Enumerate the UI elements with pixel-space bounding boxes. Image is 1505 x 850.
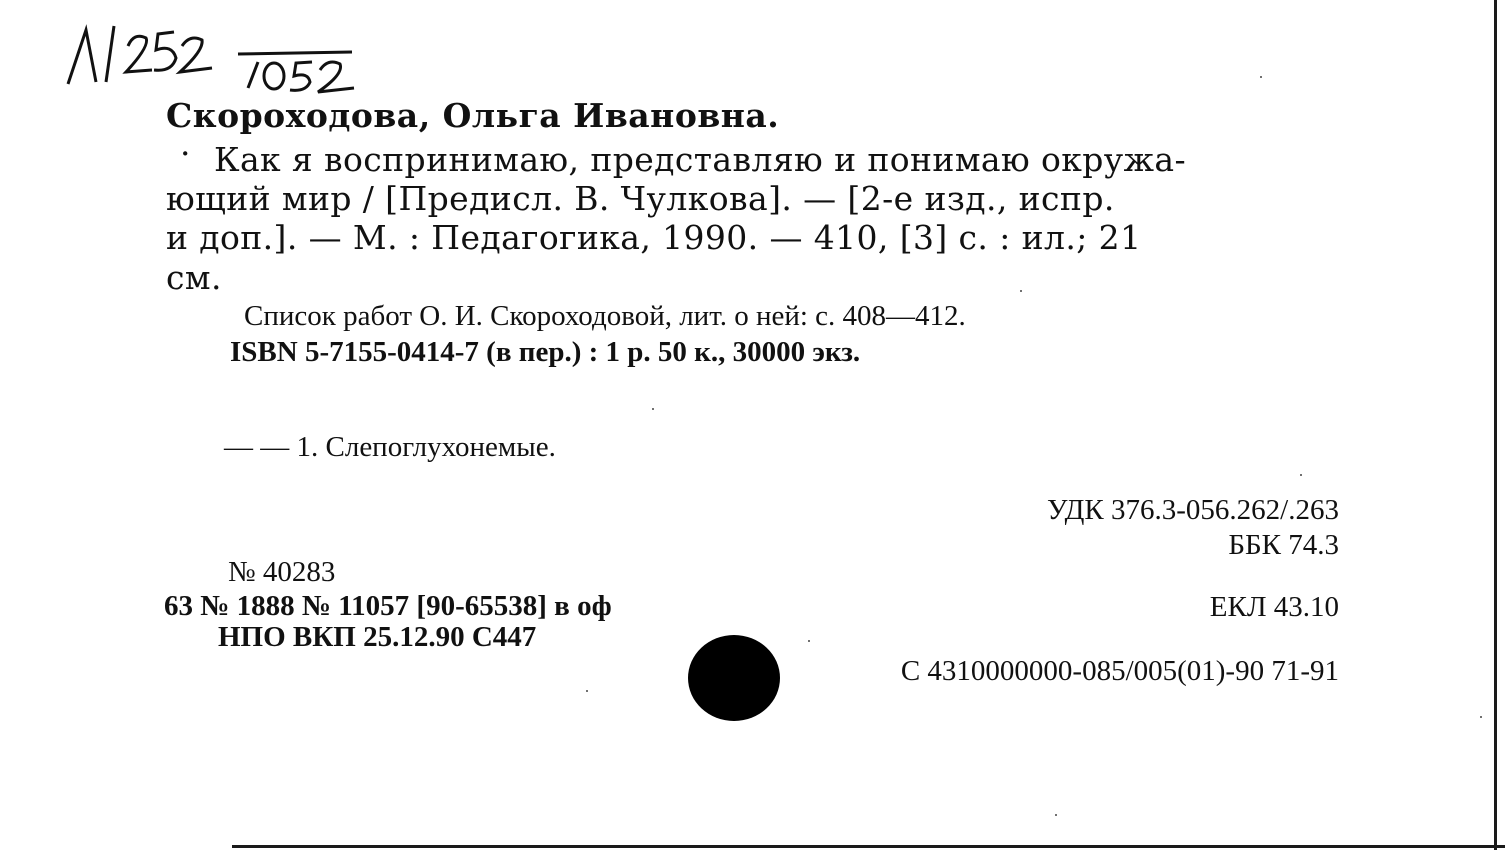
- title-line-3: и доп.]. — М. : Педагогика, 1990. — 410, [3] с. : ил.; 21: [166, 218, 1142, 257]
- speck: [808, 640, 810, 642]
- subject-heading: — — 1. Слепоглухонемые.: [224, 431, 556, 463]
- speck: [586, 690, 588, 692]
- ekl-index: ЕКЛ 43.10: [1209, 591, 1339, 623]
- handwritten-shelf-mark: [62, 12, 362, 94]
- author-heading: Скороходова, Ольга Ивановна.: [166, 96, 780, 135]
- card-right-border: [1494, 0, 1497, 850]
- udk-index: УДК 376.3-056.262/.263: [1047, 494, 1339, 526]
- title-line-2: ющий мир / [Предисл. В. Чулкова]. — [2-е изд., испр.: [166, 179, 1115, 218]
- title-line-4: см.: [166, 258, 222, 297]
- bibliography-note: Список работ О. И. Скороходовой, лит. о ней: с. 408—412.: [244, 300, 966, 332]
- speck: [1300, 474, 1302, 476]
- speck: [1260, 76, 1262, 78]
- speck: [1480, 716, 1482, 718]
- bbk-index: ББК 74.3: [1228, 529, 1339, 561]
- catalog-code: С 4310000000-085/005(01)-90 71-91: [900, 655, 1339, 687]
- speck: [1020, 290, 1022, 292]
- order-line: 63 № 1888 № 11057 [90-65538] в оф: [164, 590, 612, 622]
- npo-line: НПО ВКП 25.12.90 С447: [218, 621, 537, 653]
- card-bottom-border: [232, 845, 1505, 848]
- record-number: № 40283: [228, 556, 336, 588]
- ink-blot: [688, 635, 780, 721]
- speck: [652, 408, 654, 410]
- title-line-1: · Как я воспринимаю, представляю и понимаю окружа-: [180, 134, 1186, 179]
- isbn-note: ISBN 5-7155-0414-7 (в пер.) : 1 р. 50 к., 30000 экз.: [230, 336, 861, 368]
- speck: [1055, 814, 1057, 816]
- paragraph-bullet: ·: [180, 134, 191, 173]
